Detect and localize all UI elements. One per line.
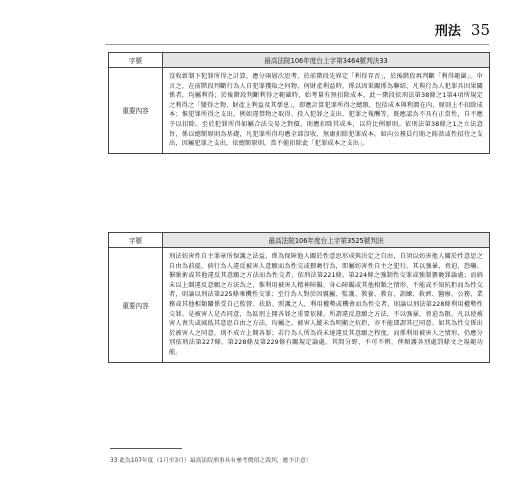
case-body-text: 刑法妨害性自主罪章所保護之法益，係為保障他人關於性意思形成與決定之自由，自須以妨害他人關於性意思之自由為前提，倘行為人違反被害人意願而為性交或猥褻行為，即屬妨害性自主之犯行。其以強暴、脅迫、恐嚇、催眠術或其他違反其意願之方法而為性交者，依刑法第221條、第224條之強制性交罪或強制猥褻罪論處；而倘未以上開違反意願之方法為之，惟利用被害人精神障礙、身心障礙或其他相類之情形，不能或不知抗拒而為性交者，則論以刑法第225條乘機性交罪；至行為人對於因親屬、監護、教養、教育、訓練、救濟、醫療、公務、業務或其他相類關係受自己監督、扶助、照護之人，利用權勢或機會而為性交者，則論以刑法第228條利用權勢性交罪。是被害人是否同意，為區別上開各罪之重要依據。所謂違反意願之方法，不以強暴、脅迫為限，凡以使被害人喪失或減低其意思自由之方法，均屬之。被害人縱未為明顯之抗拒，亦不能即謂其已同意。如其為性交係出於被害人之同意，則不成立上開各罪；若行為人所為尚未達違反其意願之程度，而係利用被害人之情形，仍應分別依刑法第227條、第228條及第229條有關規定論處。其間分野，不可不辨，俾順護各別處罰條文之規範功能。 bbox=[163, 248, 490, 363]
page-header bbox=[435, 20, 490, 39]
case-header-row bbox=[109, 233, 490, 248]
header-rule bbox=[105, 44, 489, 45]
case-table-2 bbox=[108, 232, 490, 363]
case-title: 最高法院106年度台上字第3464號判決33 bbox=[163, 53, 490, 68]
page-number: 35 bbox=[470, 21, 490, 39]
running-title: 刑法 bbox=[434, 24, 461, 39]
case-title: 最高法院106年度台上字第3525號判決 bbox=[163, 233, 490, 248]
footnote-text: 33 此為107年度（1月至3月）最高法院刑事具有參考價值之裁判，應予注意！ bbox=[110, 458, 312, 464]
case-content-row bbox=[109, 248, 490, 363]
case-table-1 bbox=[108, 52, 490, 154]
case-number-label: 字號 bbox=[109, 233, 163, 248]
case-header-row bbox=[109, 53, 490, 68]
case-content-label: 重要內容 bbox=[109, 68, 163, 154]
case-number-label: 字號 bbox=[109, 53, 163, 68]
footnote-rule bbox=[110, 448, 182, 449]
case-body-text: 沒收新制下犯罪所得之計算，應分兩層次思考，於前階段先界定「利得存否」，於後階段再判斷「利得範圍」。申言之，在前階段判斷行為人自犯罪獲取之何物、何財產利益時，係以因果關係為聯結，凡與行為人犯罪具因果關係者，均屬利得；於後階段判斷利得之範圍時，始考量有無扣除成本，此一階段依刑法第38條之1第4項所規定之利得之「變得之物、財產上利益及其孳息」，即應計算犯罪所得之總額，包括成本與利潤在內，原則上不扣除成本；惟犯罪所得之支出，例如違禁物之取得、投入犯罪之支出、犯罪之報酬等，既應認為不具有正當性，自不應予以扣除。至於犯罪所得如屬合法交易之對價，則應扣除其成本，以符比例原則。依刑法第38條之1之立法意旨，係以總額原則為基礎，凡犯罪所得均應全部沒收，無庸扣除犯罪成本。如向公務員行賄之賄款或性招待之支出，因屬犯罪之支出，依總額原則，當不能扣除此「犯罪成本之支出」。 bbox=[163, 68, 490, 154]
case-content-row bbox=[109, 68, 490, 154]
case-content-label: 重要內容 bbox=[109, 248, 163, 363]
